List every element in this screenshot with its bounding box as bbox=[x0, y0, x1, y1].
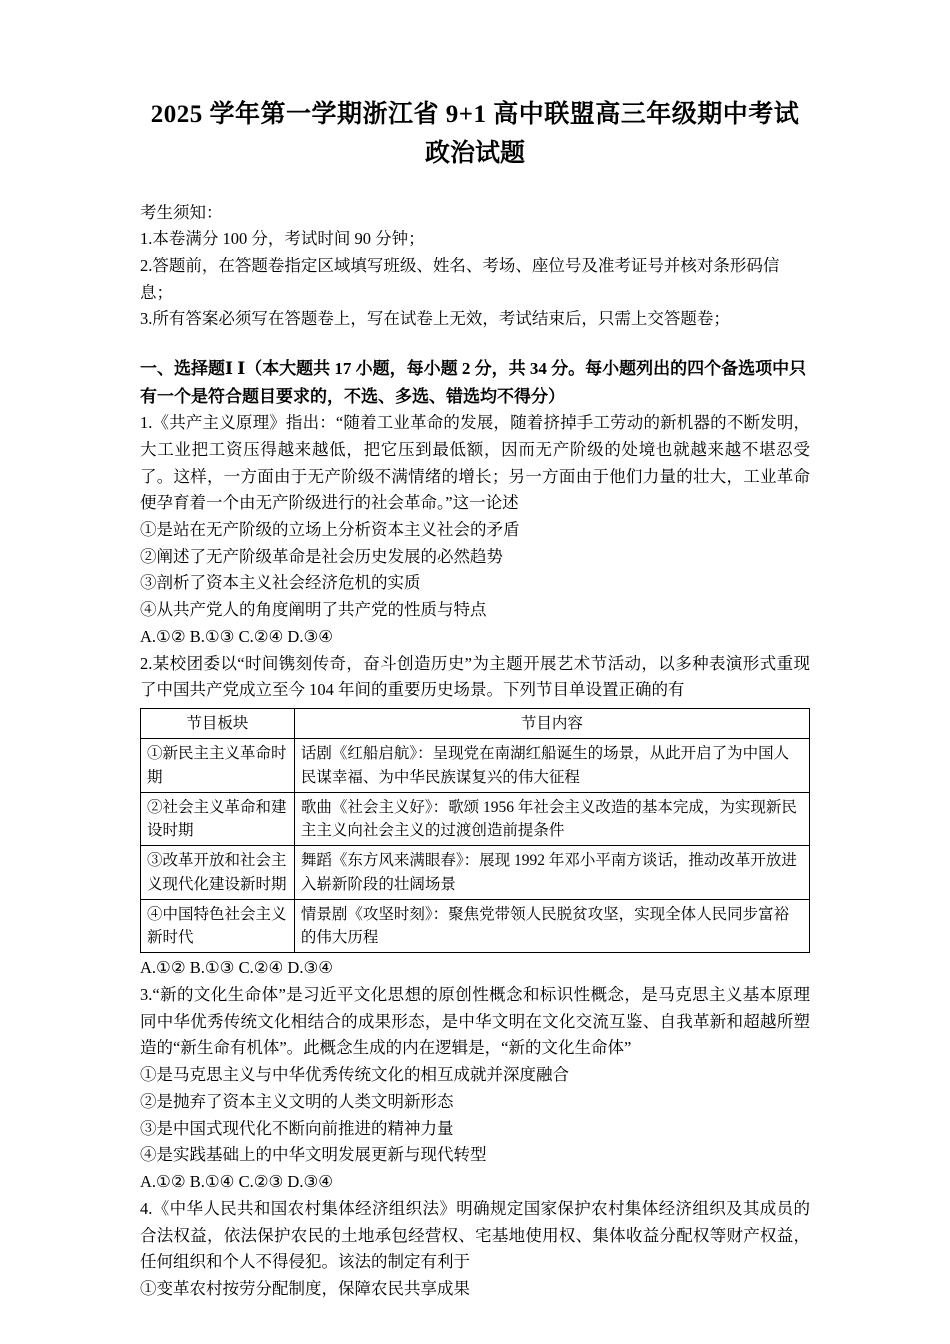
table-cell-content: 歌曲《社会主义好》：歌颂 1956 年社会主义改造的基本完成，为实现新民主主义向社会主义的过渡创造前提条件 bbox=[294, 792, 809, 846]
table-cell-section: ④中国特色社会主义新时代 bbox=[141, 899, 295, 953]
question-2 bbox=[140, 651, 810, 982]
table-cell-section: ②社会主义革命和建设时期 bbox=[141, 792, 295, 846]
table-row bbox=[141, 846, 810, 900]
question-1-option-1: ①是站在无产阶级的立场上分析资本主义社会的矛盾 bbox=[140, 520, 520, 540]
question-1 bbox=[140, 410, 810, 650]
question-1-option-2: ②阐述了无产阶级革命是社会历史发展的必然趋势 bbox=[140, 546, 503, 566]
table-row bbox=[141, 792, 810, 846]
question-3-option-2: ②是抛弃了资本主义文明的人类文明新形态 bbox=[140, 1091, 454, 1111]
page-subtitle: 政治试题 bbox=[424, 139, 525, 167]
question-1-answers: A.①② B.①③ C.②④ D.③④ bbox=[140, 626, 334, 646]
question-3-answers: A.①② B.①④ C.②③ D.③④ bbox=[140, 1172, 334, 1192]
table-header-cell-program-section: 节目板块 bbox=[141, 709, 295, 739]
page-title: 2025 学年第一学期浙江省 9+1 高中联盟高三年级期中考试 bbox=[150, 101, 800, 128]
notice-item-2: 2.答题前，在答题卷指定区域填写班级、姓名、考场、座位号及准考证号并核对条形码信息； bbox=[140, 255, 780, 302]
question-3-option-3: ③是中国式现代化不断向前推进的精神力量 bbox=[140, 1118, 454, 1138]
question-4-option-1: ①变革农村按劳分配制度，保障农民共享成果 bbox=[140, 1278, 470, 1298]
section-heading-choice-1: 一、选择题Ⅰ Ⅰ（本大题共 17 小题，每小题 2 分，共 34 分。每小题列出的四个备选项中只有一个是符合题目要求的，不选、多选、错选均不得分） bbox=[140, 359, 807, 406]
question-3-stem: 3.“新的文化生命体”是习近平文化思想的原创性概念和标识性概念，是马克思主义基本原理同中华优秀传统文化相结合的成果形态，是中华文明在文化交流互鉴、自我革新和超越所塑造的“新生命有机体”。此概念生成的内在逻辑是，“新的文化生命体” bbox=[140, 985, 810, 1058]
table-row bbox=[141, 899, 810, 953]
table-header-cell-program-content: 节目内容 bbox=[294, 709, 809, 739]
notice-item-1: 1.本卷满分 100 分，考试时间 90 分钟； bbox=[140, 229, 425, 249]
question-1-option-3: ③剖析了资本主义社会经济危机的实质 bbox=[140, 573, 421, 593]
question-4-stem: 4.《中华人民共和国农村集体经济组织法》明确规定国家保护农村集体经济组织及其成员的合法权益，依法保护农民的土地承包经营权、宅基地使用权、集体收益分配权等财产权益，任何组织和个人不得侵犯。该法的制定有利于 bbox=[140, 1198, 810, 1272]
table-cell-section: ③改革开放和社会主义现代化建设新时期 bbox=[141, 846, 295, 900]
question-2-stem: 2.某校团委以“时间镌刻传奇，奋斗创造历史”为主题开展艺术节活动，以多种表演形式重现了中国共产党成立至今 104 年间的重要历史场景。下列节目单设置正确的有 bbox=[140, 653, 810, 700]
question-4 bbox=[140, 1196, 810, 1303]
table-cell-content: 舞蹈《东方风来满眼春》：展现 1992 年邓小平南方谈话，推动改革开放进入崭新阶段的壮阔场景 bbox=[294, 846, 809, 900]
notice-item-3: 3.所有答案必须写在答题卷上，写在试卷上无效，考试结束后，只需上交答题卷； bbox=[140, 309, 730, 329]
table-cell-content: 情景剧《攻坚时刻》：聚焦党带领人民脱贫攻坚，实现全体人民同步富裕的伟大历程 bbox=[294, 899, 809, 953]
table-cell-section: ①新民主主义革命时期 bbox=[141, 739, 295, 793]
question-3 bbox=[140, 982, 810, 1196]
question-3-option-1: ①是马克思主义与中华优秀传统文化的相互成就并深度融合 bbox=[140, 1065, 569, 1085]
notice-heading: 考生须知： bbox=[140, 202, 223, 222]
question-1-option-4: ④从共产党人的角度阐明了共产党的性质与特点 bbox=[140, 600, 487, 620]
table-row bbox=[141, 739, 810, 793]
question-2-answers: A.①② B.①③ C.②④ D.③④ bbox=[140, 958, 334, 978]
candidate-notice bbox=[140, 200, 810, 334]
question-2-table bbox=[140, 708, 810, 953]
question-1-stem: 1.《共产主义原理》指出：“随着工业革命的发展，随着挤掉手工劳动的新机器的不断发明，大工业把工资压得越来越低，把它压到最低额，因而无产阶级的处境也就越来越不堪忍受了。这样，一方面由于无产阶级不满情绪的增长；另一方面由于他们力量的壮大，工业革命便孕育着一个由无产阶级进行的社会革命。”这一论述 bbox=[140, 413, 810, 513]
question-3-option-4: ④是实践基础上的中华文明发展更新与现代转型 bbox=[140, 1145, 487, 1165]
table-header-row bbox=[141, 709, 810, 739]
table-cell-content: 话剧《红船启航》：呈现党在南湖红船诞生的场景，从此开启了为中国人民谋幸福、为中华民族谋复兴的伟大征程 bbox=[294, 739, 809, 793]
